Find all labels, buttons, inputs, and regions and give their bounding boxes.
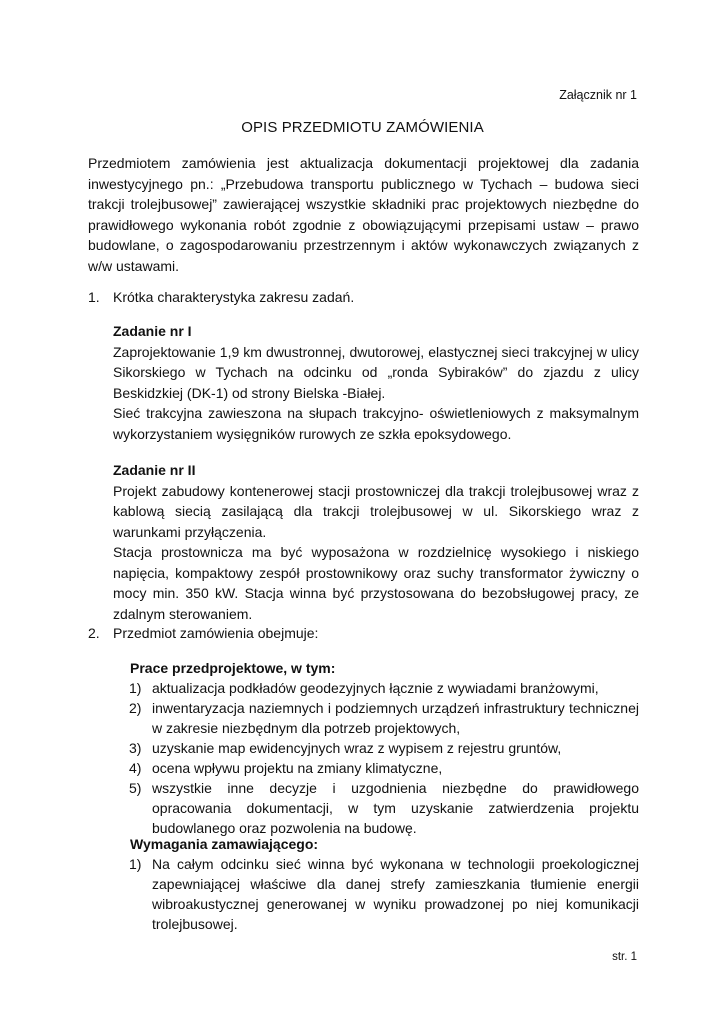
list-marker: 1) xyxy=(129,680,142,696)
list-item-text: Na całym odcinku sieć winna być wykonana w technologii proekologicznej zapewniającej właściwe dla danej strefy zamieszkania tłumienie energii wibroakustycznej generowanej w wyniku prowadzonej po niej komunikacji trolejbusowej. xyxy=(152,856,639,932)
attachment-label: Załącznik nr 1 xyxy=(559,88,637,102)
document-title: OPIS PRZEDMIOTU ZAMÓWIENIA xyxy=(241,119,484,136)
list-item xyxy=(129,678,639,698)
section-2-number: 2. xyxy=(88,625,100,641)
intro-paragraph: Przedmiotem zamówienia jest aktualizacja dokumentacji projektowej dla zadania inwestycyjnego pn.: „Przebudowa transportu publicznego w Tychach – budowa sieci trakcji trolejbusowej” zawierającej wszystkie składniki prac projektowych niezbędne do prawidłowego wykonania robót zgodnie z obowiązującymi przepisami ustaw – prawo budowlane, o zagospodarowaniu przestrzennym i aktów wykonawczych związanych z w/w ustawami. xyxy=(88,155,639,274)
list-item-text: ocena wpływu projektu na zmiany klimatyczne, xyxy=(152,760,443,776)
section-1-label: Krótka charakterystyka zakresu zadań. xyxy=(113,289,355,305)
list-marker: 2) xyxy=(129,700,142,716)
list-item xyxy=(129,698,639,738)
list-item-text: inwentaryzacja naziemnych i podziemnych urządzeń infrastruktury technicznej w zakresie niezbędnym dla potrzeb projektowych, xyxy=(152,700,639,736)
list-marker: 3) xyxy=(129,740,142,756)
task-2-paragraph-2: Stacja prostownicza ma być wyposażona w rozdzielnicę wysokiego i niskiego napięcia, kompaktowy zespół prostownikowy oraz suchy transformator żywiczny o mocy min. 350 kW. Stacja winna być przystosowana do bezobsługowej pracy, ze zdalnym sterowaniem. xyxy=(113,544,639,622)
list-marker: 4) xyxy=(129,760,142,776)
client-requirements xyxy=(129,834,639,934)
task-2-heading: Zadanie nr II xyxy=(113,462,196,478)
task-1-paragraph-1: Zaprojektowanie 1,9 km dwustronnej, dwutorowej, elastycznej sieci trakcyjnej w ulicy Sikorskiego w Tychach na odcinku od „ronda Sybiraków” do zjazdu z ulicy Beskidzkiej (DK-1) od strony Bielska -Białej. xyxy=(113,343,639,401)
page-number: str. 1 xyxy=(612,951,637,963)
list-item xyxy=(129,778,639,838)
task-2-paragraph-1: Projekt zabudowy kontenerowej stacji prostowniczej dla trakcji trolejbusowej wraz z kablową siecią zasilającą dla trakcji trolejbusowej w ul. Sikorskiego wraz z warunkami przyłączenia. xyxy=(113,482,639,540)
task-1 xyxy=(113,321,639,444)
section-2-label: Przedmiot zamówienia obejmuje: xyxy=(113,625,319,641)
list-marker: 5) xyxy=(129,780,142,796)
list-item-text: wszystkie inne decyzje i uzgodnienia niezbędne do prawidłowego opracowania dokumentacji, w tym uzyskanie zatwierdzenia projektu budowlanego oraz pozwolenia na budowę. xyxy=(152,780,639,836)
list-item xyxy=(129,738,639,758)
task-1-paragraph-2: Sieć trakcyjna zawieszona na słupach trakcyjno- oświetleniowych z maksymalnym wykorzystaniem wysięgników rurowych ze szkła epoksydowego. xyxy=(113,405,639,442)
list-item xyxy=(129,854,639,934)
requirements-heading: Wymagania zamawiającego: xyxy=(130,836,319,852)
pre-design-heading: Prace przedprojektowe, w tym: xyxy=(130,660,336,676)
section-1-number: 1. xyxy=(88,289,100,305)
task-1-heading: Zadanie nr I xyxy=(113,323,192,339)
list-item-text: aktualizacja podkładów geodezyjnych łącznie z wywiadami branżowymi, xyxy=(152,680,599,696)
list-item xyxy=(129,758,639,778)
requirements-list xyxy=(129,854,639,934)
list-item-text: uzyskanie map ewidencyjnych wraz z wypisem z rejestru gruntów, xyxy=(152,740,562,756)
pre-design-list xyxy=(129,678,639,838)
pre-design-works xyxy=(129,658,639,838)
task-2 xyxy=(113,460,639,624)
list-marker: 1) xyxy=(129,856,142,872)
